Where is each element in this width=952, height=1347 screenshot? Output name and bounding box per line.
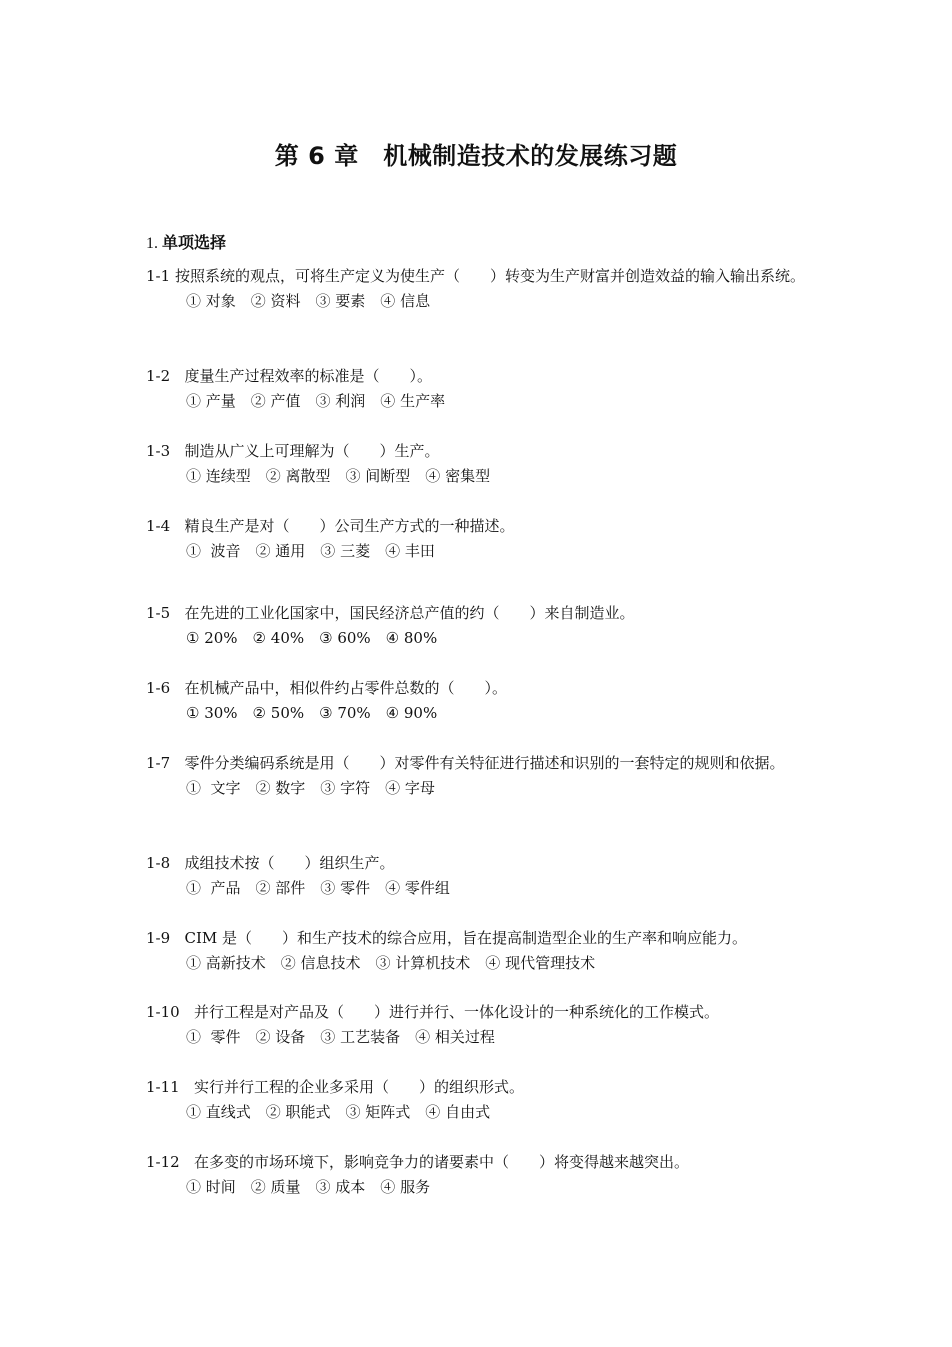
question-options: ① 对象 ② 资料 ③ 要素 ④ 信息 xyxy=(186,292,431,310)
section-heading xyxy=(146,230,226,253)
question-number: 1-5 xyxy=(146,604,171,622)
question-options: ① 连续型 ② 离散型 ③ 间断型 ④ 密集型 xyxy=(186,467,491,485)
question-text xyxy=(146,364,816,389)
question-text xyxy=(146,751,816,776)
question-stem: 实行并行工程的企业多采用（ ）的组织形式。 xyxy=(194,1078,525,1096)
question-stem: 在先进的工业化国家中，国民经济总产值的约（ ）来自制造业。 xyxy=(184,604,635,622)
question-text xyxy=(146,1075,816,1100)
question-options: ① 直线式 ② 职能式 ③ 矩阵式 ④ 自由式 xyxy=(186,1103,491,1121)
question-number: 1-2 xyxy=(146,367,171,385)
question-stem: CIM 是（ ）和生产技术的综合应用，旨在提高制造型企业的生产率和响应能力。 xyxy=(184,929,748,947)
question-text xyxy=(146,851,816,876)
question-1-11 xyxy=(146,1075,816,1125)
question-stem: 零件分类编码系统是用（ ）对零件有关特征进行描述和识别的一套特定的规则和依据。 xyxy=(184,754,785,772)
question-number: 1-1 xyxy=(146,267,171,285)
question-number: 1-12 xyxy=(146,1153,180,1171)
question-options: ① 产品 ② 部件 ③ 零件 ④ 零件组 xyxy=(186,879,450,897)
question-text xyxy=(146,1150,816,1175)
question-1-8 xyxy=(146,851,816,901)
question-number: 1-6 xyxy=(146,679,171,697)
question-1-10 xyxy=(146,1000,816,1050)
question-stem: 并行工程是对产品及（ ）进行并行、一体化设计的一种系统化的工作模式。 xyxy=(194,1003,720,1021)
question-number: 1-3 xyxy=(146,442,171,460)
question-number: 1-10 xyxy=(146,1003,180,1021)
question-stem: 按照系统的观点，可将生产定义为使生产（ ）转变为生产财富并创造效益的输入输出系统。 xyxy=(174,267,805,285)
question-number: 1-4 xyxy=(146,517,171,535)
question-number: 1-8 xyxy=(146,854,171,872)
question-options: ① 高新技术 ② 信息技术 ③ 计算机技术 ④ 现代管理技术 xyxy=(186,954,596,972)
question-number: 1-9 xyxy=(146,929,171,947)
question-text xyxy=(146,439,816,464)
question-number: 1-7 xyxy=(146,754,171,772)
section-number: 1. xyxy=(146,235,158,252)
question-text xyxy=(146,1000,816,1025)
question-options: ① 20% ② 40% ③ 60% ④ 80% xyxy=(186,629,438,647)
question-1-12 xyxy=(146,1150,816,1200)
section-label: 单项选择 xyxy=(162,233,227,252)
question-text xyxy=(146,676,816,701)
question-stem: 制造从广义上可理解为（ ）生产。 xyxy=(184,442,440,460)
question-stem: 在机械产品中，相似件约占零件总数的（ ）。 xyxy=(184,679,507,697)
question-1-3 xyxy=(146,439,816,489)
question-options: ① 产量 ② 产值 ③ 利润 ④ 生产率 xyxy=(186,392,446,410)
question-options: ① 文字 ② 数字 ③ 字符 ④ 字母 xyxy=(186,779,435,797)
question-1-2 xyxy=(146,364,816,414)
question-1-7 xyxy=(146,751,816,801)
question-1-9 xyxy=(146,926,816,976)
question-text xyxy=(146,926,816,951)
question-text xyxy=(146,514,816,539)
question-stem: 精良生产是对（ ）公司生产方式的一种描述。 xyxy=(184,517,515,535)
question-options: ① 30% ② 50% ③ 70% ④ 90% xyxy=(186,704,438,722)
question-stem: 在多变的市场环境下，影响竞争力的诸要素中（ ）将变得越来越突出。 xyxy=(194,1153,690,1171)
question-stem: 度量生产过程效率的标准是（ ）。 xyxy=(184,367,432,385)
question-number: 1-11 xyxy=(146,1078,180,1096)
question-1-1 xyxy=(146,264,816,314)
question-options: ① 零件 ② 设备 ③ 工艺装备 ④ 相关过程 xyxy=(186,1028,495,1046)
question-1-5 xyxy=(146,601,816,651)
question-options: ① 波音 ② 通用 ③ 三菱 ④ 丰田 xyxy=(186,542,435,560)
page-title: 第 6 章 机械制造技术的发展练习题 xyxy=(274,142,678,170)
question-text xyxy=(146,264,816,289)
question-options: ① 时间 ② 质量 ③ 成本 ④ 服务 xyxy=(186,1178,431,1196)
question-stem: 成组技术按（ ）组织生产。 xyxy=(184,854,395,872)
question-1-4 xyxy=(146,514,816,564)
question-1-6 xyxy=(146,676,816,726)
question-text xyxy=(146,601,816,626)
